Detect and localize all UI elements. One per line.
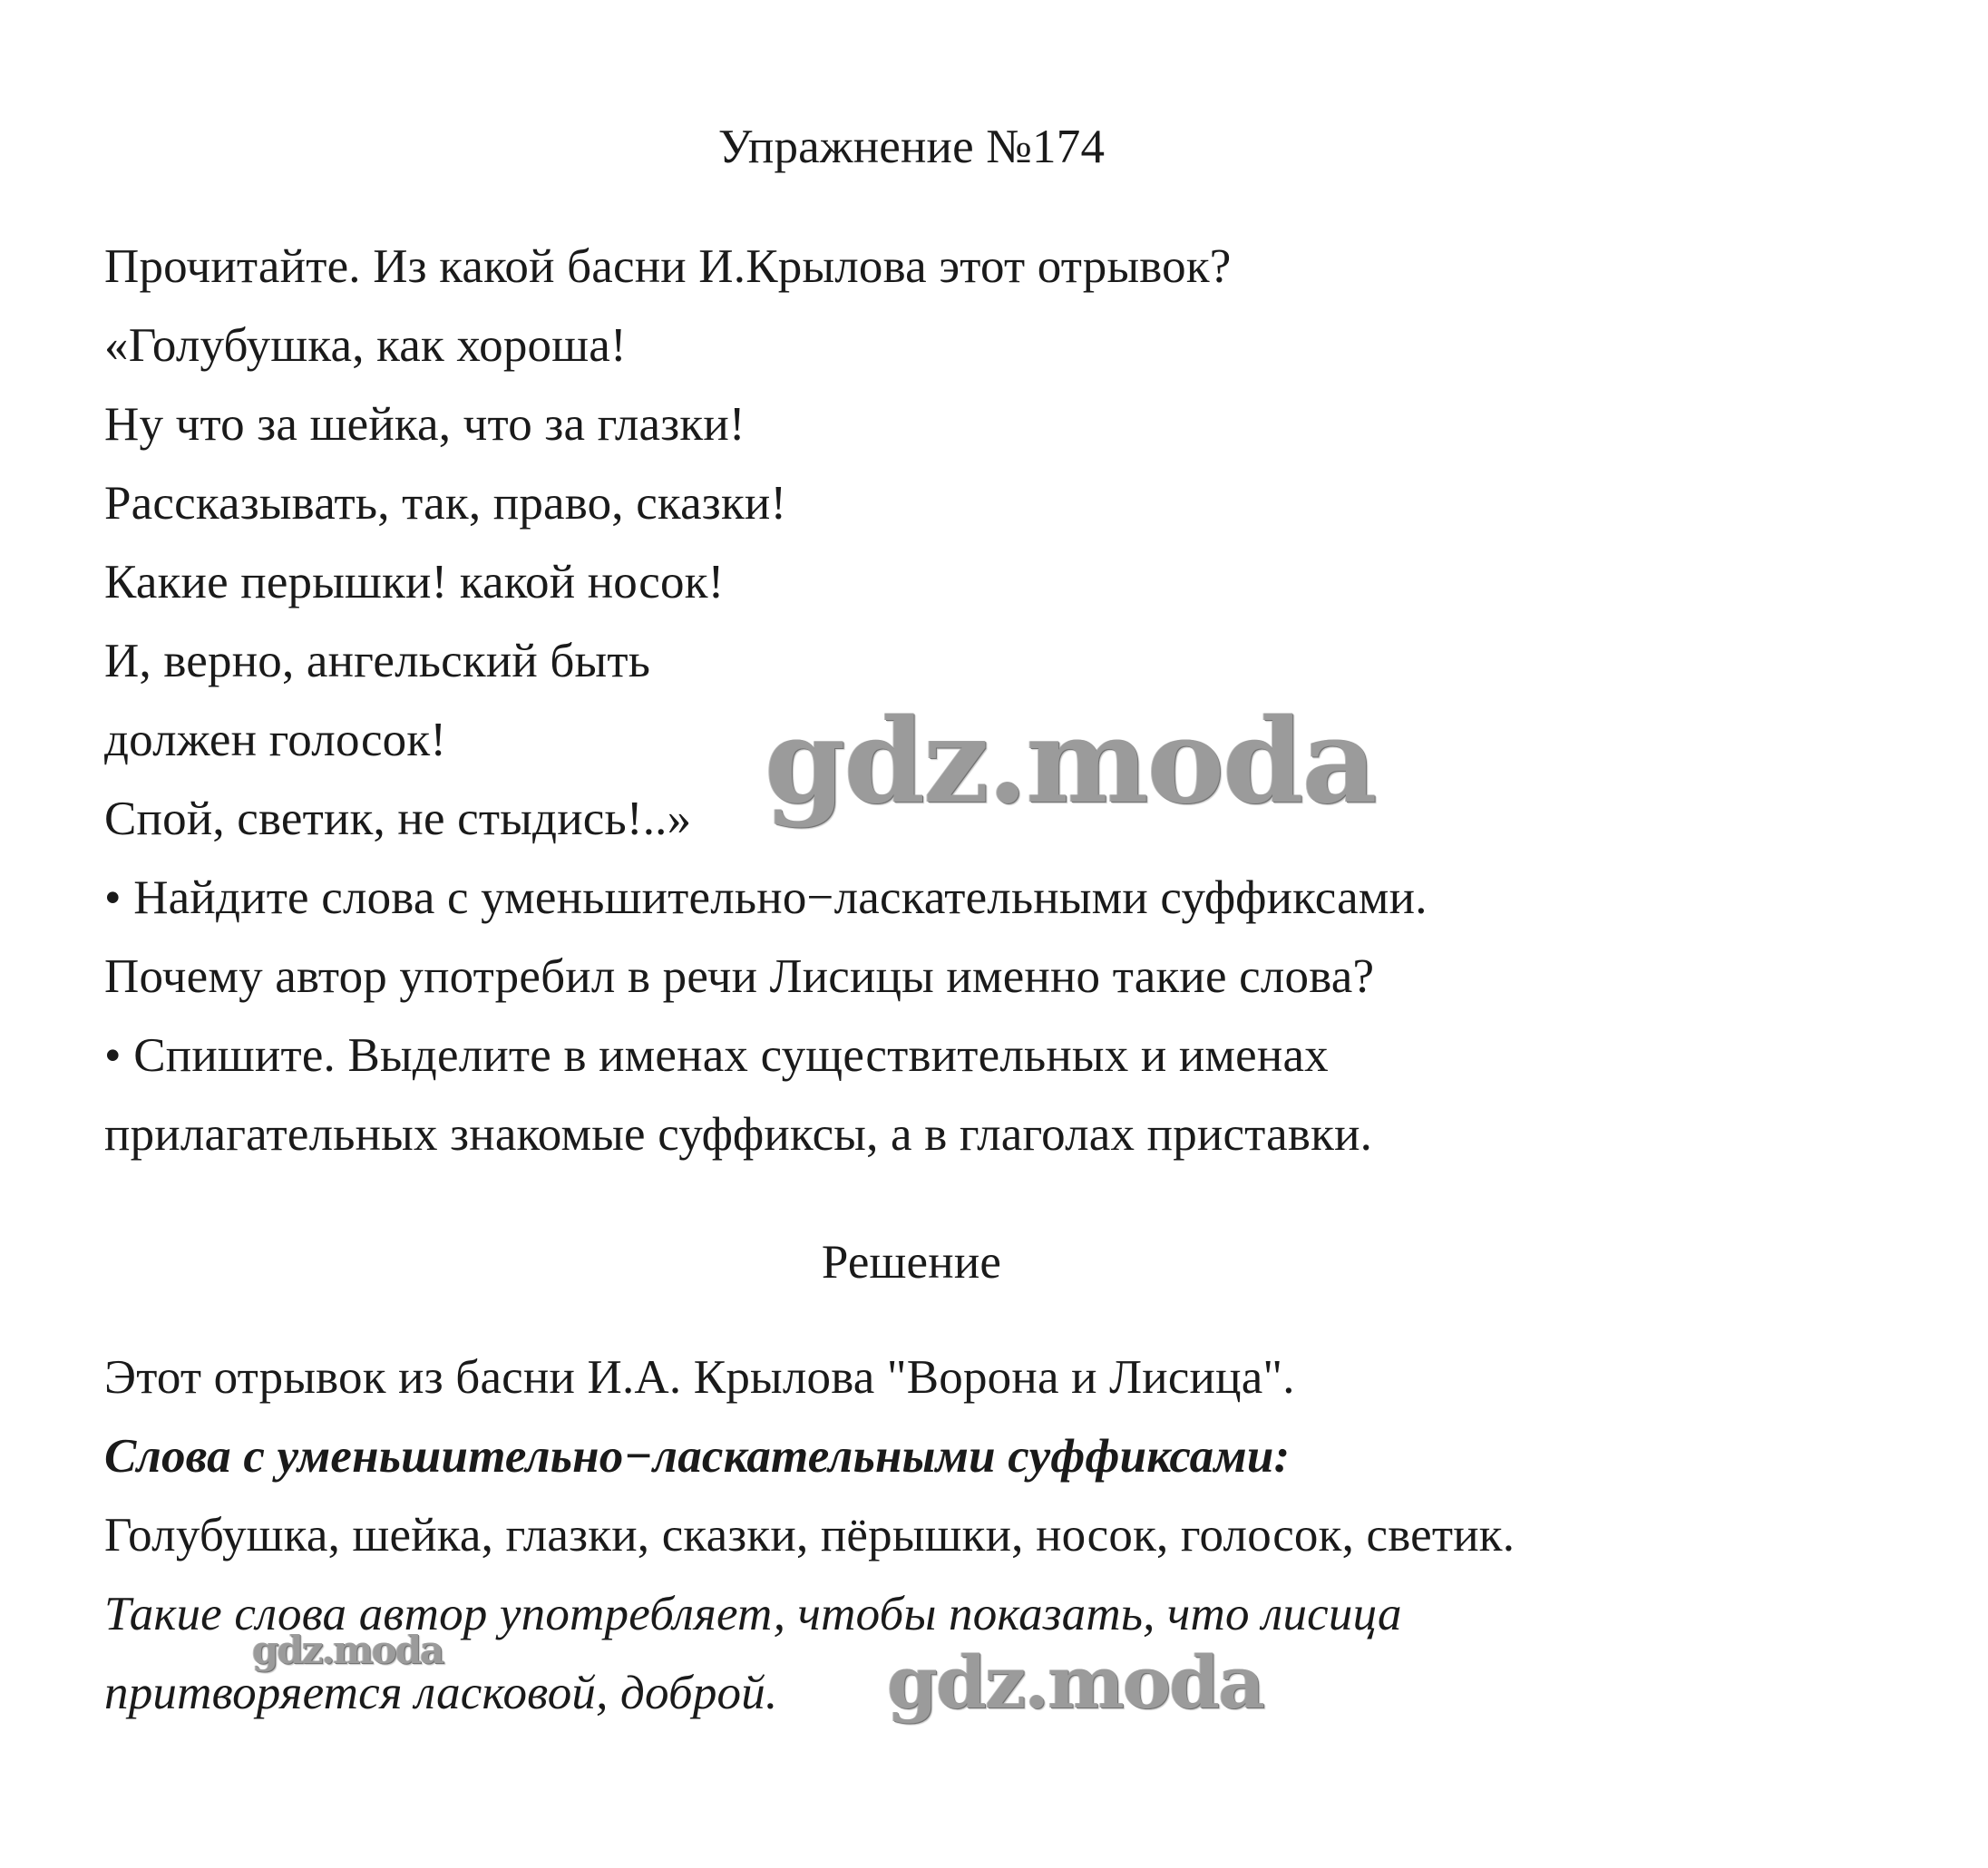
task-line: прилагательных знакомые суффиксы, а в глаголах приставки. — [104, 1108, 1373, 1161]
solution-heading: Решение — [821, 1236, 1002, 1289]
task-line: Рассказывать, так, право, сказки! — [104, 477, 787, 530]
task-line: «Голубушка, как хороша! — [104, 319, 627, 372]
task-line: И, верно, ангельский быть — [104, 635, 651, 687]
explanation-line: притворяется ласковой, доброй. — [104, 1667, 778, 1719]
task-line: должен голосок! — [104, 714, 447, 766]
task-line: Ну что за шейка, что за глазки! — [104, 398, 746, 451]
watermark-logo: gdz.moda — [765, 694, 1376, 830]
words-heading: Слова с уменьшительно−ласкательными суффиксами: — [104, 1430, 1291, 1483]
task-line: • Найдите слова с уменьшительно−ласкательными суффиксами. — [104, 871, 1428, 924]
task-line: Какие перышки! какой носок! — [104, 556, 725, 608]
watermark-logo: gdz.moda — [252, 1628, 443, 1672]
solution-source-line: Этот отрывок из басни И.А. Крылова "Ворона и Лисица". — [104, 1351, 1295, 1404]
watermark-logo: gdz.moda — [887, 1639, 1263, 1725]
task-line: Спой, светик, не стыдись!..» — [104, 793, 692, 845]
task-line: • Спишите. Выделите в именах существительных и именах — [104, 1029, 1329, 1082]
words-list: Голубушка, шейка, глазки, сказки, пёрышки, носок, голосок, светик. — [104, 1509, 1515, 1562]
task-line: Почему автор употребил в речи Лисицы именно такие слова? — [104, 950, 1375, 1003]
exercise-title: Упражнение №174 — [717, 121, 1106, 173]
explanation-line: Такие слова автор употребляет, чтобы показать, что лисица — [104, 1588, 1402, 1640]
task-line: Прочитайте. Из какой басни И.Крылова этот отрывок? — [104, 240, 1232, 293]
